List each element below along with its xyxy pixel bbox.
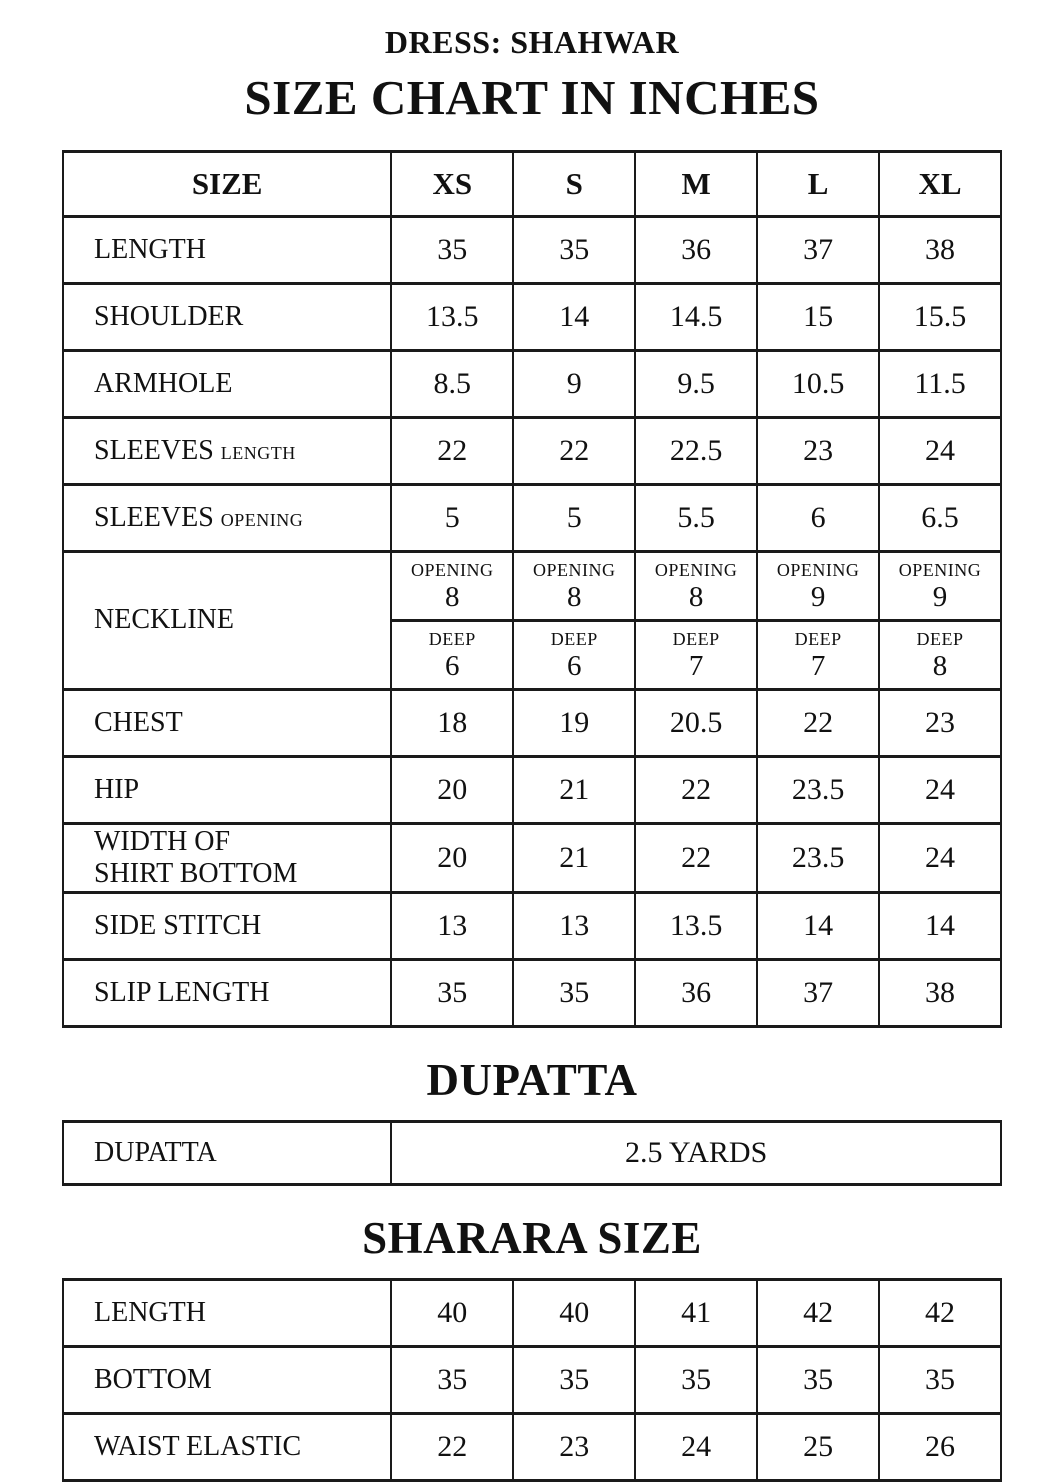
sub-measure-label: DEEP xyxy=(672,628,720,649)
size-value: 22 xyxy=(757,690,879,757)
sharara-heading: SHARARA SIZE xyxy=(362,1213,702,1264)
size-value: 13.5 xyxy=(635,893,757,960)
size-chart-body xyxy=(63,217,1001,1027)
size-value: 6.5 xyxy=(879,485,1001,552)
size-value: 25 xyxy=(757,1414,879,1481)
size-value: 5.5 xyxy=(635,485,757,552)
size-value: 24 xyxy=(879,418,1001,485)
neckline-opening-cell xyxy=(635,552,757,621)
size-value: 9 xyxy=(810,580,826,613)
table-row xyxy=(63,690,1001,757)
table-row xyxy=(63,284,1001,351)
size-value: 42 xyxy=(879,1280,1001,1347)
size-value: 15.5 xyxy=(879,284,1001,351)
size-value: 42 xyxy=(757,1280,879,1347)
size-value: 8 xyxy=(932,649,948,682)
dupatta-row xyxy=(63,1122,1001,1185)
table-row xyxy=(63,1347,1001,1414)
size-value: 21 xyxy=(513,757,635,824)
row-label-length xyxy=(63,217,391,284)
size-value: 14 xyxy=(757,893,879,960)
size-value: 35 xyxy=(513,1347,635,1414)
size-value: 7 xyxy=(688,649,704,682)
neckline-deep-cell xyxy=(513,621,635,690)
row-label-text: CHEST xyxy=(94,706,183,738)
neckline-opening-cell xyxy=(879,552,1001,621)
table-row xyxy=(63,960,1001,1027)
size-value: 5 xyxy=(391,485,513,552)
row-label-text: SLEEVES xyxy=(94,434,214,466)
sub-measure-label: DEEP xyxy=(428,628,476,649)
size-value: 23 xyxy=(879,690,1001,757)
dupatta-table xyxy=(62,1120,1002,1186)
size-value: 37 xyxy=(757,217,879,284)
dupatta-row-value: 2.5 YARDS xyxy=(391,1122,1001,1185)
size-chart-table xyxy=(62,150,1002,1028)
row-label-text: WIDTH OF xyxy=(94,826,231,857)
row-label-sleeves xyxy=(63,485,391,552)
table-row xyxy=(63,351,1001,418)
header-cell-xs: XS xyxy=(391,152,513,217)
row-label-neckline: NECKLINE xyxy=(63,552,391,690)
size-value: 22 xyxy=(391,1414,513,1481)
size-value: 35 xyxy=(635,1347,757,1414)
dress-title: DRESS: SHAHWAR xyxy=(384,24,680,60)
row-label-armhole xyxy=(63,351,391,418)
size-value: 13 xyxy=(391,893,513,960)
row-label-text: LENGTH xyxy=(94,1297,206,1329)
size-value: 14 xyxy=(879,893,1001,960)
sub-measure-label: DEEP xyxy=(550,628,598,649)
row-sublabel-text: OPENING xyxy=(220,509,304,530)
row-label-hip xyxy=(63,757,391,824)
table-row xyxy=(63,1280,1001,1347)
size-value: 14.5 xyxy=(635,284,757,351)
size-value: 8 xyxy=(688,580,704,613)
row-label-sleeves xyxy=(63,418,391,485)
neckline-deep-cell xyxy=(757,621,879,690)
row-label-text-line2: SHIRT BOTTOM xyxy=(94,858,298,890)
table-row xyxy=(63,485,1001,552)
sharara-body xyxy=(63,1280,1001,1481)
size-value: 38 xyxy=(879,217,1001,284)
row-label-text: SLIP LENGTH xyxy=(94,977,270,1009)
row-label-text: HIP xyxy=(94,773,140,805)
size-value: 13.5 xyxy=(391,284,513,351)
size-value: 21 xyxy=(513,824,635,893)
row-sublabel-text: LENGTH xyxy=(220,442,296,463)
neckline-opening-cell xyxy=(757,552,879,621)
size-value: 15 xyxy=(757,284,879,351)
row-label-length xyxy=(63,1280,391,1347)
row-label-chest xyxy=(63,690,391,757)
size-chart-title: SIZE CHART IN INCHES xyxy=(244,70,820,125)
size-value: 35 xyxy=(513,960,635,1027)
size-value: 35 xyxy=(391,1347,513,1414)
dupatta-heading: DUPATTA xyxy=(426,1055,638,1106)
size-value: 5 xyxy=(513,485,635,552)
table-row xyxy=(63,893,1001,960)
size-value: 38 xyxy=(879,960,1001,1027)
table-row xyxy=(63,824,1001,893)
size-value: 23 xyxy=(513,1414,635,1481)
neckline-opening-cell xyxy=(513,552,635,621)
sub-measure-label: OPENING xyxy=(532,559,616,580)
size-value: 35 xyxy=(391,960,513,1027)
size-value: 37 xyxy=(757,960,879,1027)
table-row xyxy=(63,757,1001,824)
row-label-bottom xyxy=(63,1347,391,1414)
row-label-side-stitch xyxy=(63,893,391,960)
size-value: 6 xyxy=(445,649,460,682)
size-value: 14 xyxy=(513,284,635,351)
size-value: 24 xyxy=(879,824,1001,893)
size-value: 22.5 xyxy=(635,418,757,485)
size-value: 20 xyxy=(391,757,513,824)
size-value: 6 xyxy=(566,649,582,682)
sub-measure-label: DEEP xyxy=(794,628,842,649)
sub-measure-label: OPENING xyxy=(898,559,982,580)
size-value: 22 xyxy=(391,418,513,485)
size-value: 23.5 xyxy=(757,824,879,893)
size-value: 8 xyxy=(445,580,460,613)
table-row xyxy=(63,418,1001,485)
size-value: 20 xyxy=(391,824,513,893)
row-label-text: SHOULDER xyxy=(94,300,244,332)
size-value: 9.5 xyxy=(635,351,757,418)
neckline-deep-cell xyxy=(391,621,513,690)
row-label-text: LENGTH xyxy=(94,233,206,265)
size-value: 24 xyxy=(879,757,1001,824)
size-value: 6 xyxy=(757,485,879,552)
row-label-slip-length xyxy=(63,960,391,1027)
size-value: 8 xyxy=(566,580,582,613)
neckline-deep-cell xyxy=(879,621,1001,690)
table-row xyxy=(63,1414,1001,1481)
header-cell-xl: XL xyxy=(879,152,1001,217)
sub-measure-label: OPENING xyxy=(776,559,860,580)
size-value: 35 xyxy=(513,217,635,284)
size-value: 35 xyxy=(879,1347,1001,1414)
table-row xyxy=(63,217,1001,284)
size-value: 36 xyxy=(635,960,757,1027)
size-value: 19 xyxy=(513,690,635,757)
size-value: 40 xyxy=(391,1280,513,1347)
header-cell-size: SIZE xyxy=(63,152,391,217)
size-value: 41 xyxy=(635,1280,757,1347)
row-label-text: WAIST ELASTIC xyxy=(94,1431,302,1463)
header-cell-s: S xyxy=(513,152,635,217)
row-label-shoulder xyxy=(63,284,391,351)
table-row xyxy=(63,552,1001,621)
sub-measure-label: DEEP xyxy=(916,628,964,649)
size-value: 9 xyxy=(932,580,948,613)
size-value: 7 xyxy=(810,649,826,682)
size-value: 8.5 xyxy=(391,351,513,418)
sharara-table xyxy=(62,1278,1002,1482)
row-label-waist-elastic xyxy=(63,1414,391,1481)
size-value: 24 xyxy=(635,1414,757,1481)
size-value: 11.5 xyxy=(879,351,1001,418)
size-value: 9 xyxy=(513,351,635,418)
size-value: 13 xyxy=(513,893,635,960)
size-value: 18 xyxy=(391,690,513,757)
row-label-text: BOTTOM xyxy=(94,1364,212,1396)
neckline-opening-cell xyxy=(391,552,513,621)
size-value: 35 xyxy=(757,1347,879,1414)
neckline-deep-cell xyxy=(635,621,757,690)
size-value: 22 xyxy=(635,757,757,824)
header-cell-m: M xyxy=(635,152,757,217)
sub-measure-label: OPENING xyxy=(411,559,494,580)
size-value: 40 xyxy=(513,1280,635,1347)
row-label-text: ARMHOLE xyxy=(94,367,233,399)
row-label-text: SIDE STITCH xyxy=(94,910,262,942)
size-value: 22 xyxy=(635,824,757,893)
size-value: 10.5 xyxy=(757,351,879,418)
header-cell-l: L xyxy=(757,152,879,217)
row-label-width-of-shirt-bottom xyxy=(63,824,391,893)
size-value: 23.5 xyxy=(757,757,879,824)
size-value: 36 xyxy=(635,217,757,284)
dupatta-row-label: DUPATTA xyxy=(63,1122,391,1185)
size-value: 26 xyxy=(879,1414,1001,1481)
size-value: 23 xyxy=(757,418,879,485)
size-chart-header-row xyxy=(63,152,1001,217)
size-value: 20.5 xyxy=(635,690,757,757)
sub-measure-label: OPENING xyxy=(654,559,738,580)
size-value: 35 xyxy=(391,217,513,284)
size-value: 22 xyxy=(513,418,635,485)
row-label-text: SLEEVES xyxy=(94,501,214,533)
